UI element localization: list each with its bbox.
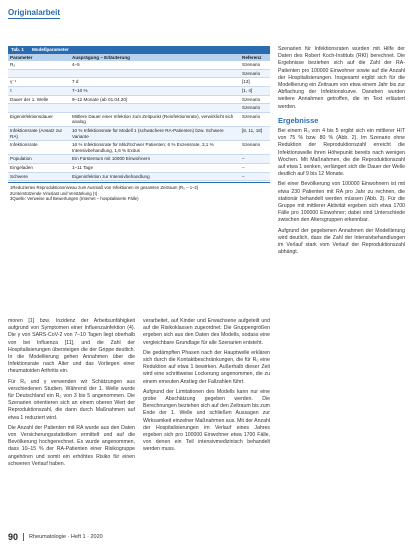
- page-number: 90: [8, 532, 19, 542]
- table-cell: –: [240, 155, 270, 164]
- table-cell: Population: [8, 155, 70, 164]
- table-cell: [8, 69, 70, 78]
- table-footnote: 2Unterstützende Viruslast und Verstärkung (τ): [10, 190, 98, 196]
- table-title-bar: [8, 46, 270, 54]
- body-paragraph: Für R₀ und γ verwenden wir Schätzungen aus verschiedenen Studien. Während der 1. Welle wurde für Deutschland ein R₀ von 3 bis 5 angenommen. Die Szenarien orientieren sich an einem oberen Wert der Reproduktionszahl, die dann durch Maßnahmen auf etwa 1 reduziert wird.: [8, 378, 135, 421]
- table-cell: Schwere: [8, 172, 70, 181]
- table-row: [8, 112, 270, 126]
- table-cell: Eigeninfektion zur Intensivbehandlung: [70, 172, 240, 181]
- table-cell: Mittlere Dauer einer Infektion zum Zeitpunkt (Reinfektionsrate), verwirklicht sich analog: [70, 112, 240, 126]
- body-paragraph: Aufgrund der Limitationen des Modells kann nur eine grobe Abschätzung gegeben werden. Die Berechnungen beziehen sich auf den Zeitraum bis zum Ende der 1. Welle und schließen Aussagen zur Wirksamkeit einzelner Maßnahmen aus. Mit der Anzahl der Hospitalisierungen im Verlauf eines Jahres ergeben sich pro 100000 Einwohner etwa 1700 Fälle, von denen ein Teil intensivmedizinisch behandelt werden muss.: [143, 388, 270, 453]
- table-cell: 4–5: [70, 61, 240, 69]
- table-cell: Szenario: [240, 61, 270, 69]
- table-footnote: 3Quelle: Verweise auf Bewertungen (Internet – hospitalisierte Fälle): [10, 195, 139, 201]
- table-cell: Eigeninfektionsdauer: [8, 112, 70, 126]
- table-cell: [13]: [240, 78, 270, 87]
- table-row: [8, 155, 270, 164]
- table-footnote: 1Reduziertes Reproduktionsniveau zum Ausmaß von Infektionen im gesamten Zeitraum (R₀ – 1–2): [10, 185, 199, 191]
- table-row: [8, 126, 270, 140]
- model-parameters-table: [8, 46, 270, 201]
- table-cell: Szenario: [240, 69, 270, 78]
- table-row: [8, 69, 270, 78]
- table-grid: [8, 54, 270, 182]
- table-cell: [70, 69, 240, 78]
- table-cell: [8, 11, 18]: [240, 126, 270, 140]
- body-paragraph: verarbeitet, auf Kinder und Erwachsene aufgeteilt und auf die Risikoklassen zugeordnet. Die Gruppengrößen ergeben sich aus den Daten des Modells, sodass eine vergleichbare Grundlage für alle Szenarien entsteht.: [143, 318, 270, 346]
- table-cell: Szenario: [240, 112, 270, 126]
- table-cell: Szenario: [240, 104, 270, 113]
- table-cell: Szenario: [240, 95, 270, 104]
- table-row: [8, 104, 270, 113]
- body-paragraph: moren [1] bzw. Inzidenz der Arbeitsunfähigkeit aufgrund von Symptomen einer Influenzainfektion (4). Die γ von SARS-CoV-2 von 7–10 Tagen liegt oberhalb von bei Influenza [11], und die Zahl der Hospitalisierungen übersteigen die der Grippe deutlich. In die Modellierung gehen Annahmen über die Infektionsrate nach Alter und das Vorliegen einer rheumatoiden Arthritis ein.: [8, 318, 135, 375]
- table-row: [8, 141, 270, 155]
- table-cell: [8, 104, 70, 113]
- table-cell: Infektionsrate (Ansatz zur RA): [8, 126, 70, 140]
- left-column: [8, 318, 135, 471]
- table-cell: 1–11 Tage: [70, 163, 240, 172]
- results-heading: Ergebnisse: [278, 115, 319, 125]
- table-cell: [1, 4]: [240, 86, 270, 95]
- section-tag: Originalarbeit: [8, 8, 61, 17]
- right-column: [278, 46, 405, 259]
- table-cell: Eingeladen: [8, 163, 70, 172]
- column-header: Parameter: [8, 54, 70, 62]
- table-cell: Infektionsrate: [8, 141, 70, 155]
- table-row: [8, 163, 270, 172]
- table-cell: Dauer der 1. Welle: [8, 95, 70, 104]
- body-paragraph: Bei einem R₀ von 4 bis 5 ergibt sich ein mittlerer HIT von 75 % bzw. 80 % (Abb. 2). Im Szenario ohne Reduktion der Reproduktionszahl erreicht die Infektionswelle ihren Höhepunkt bereits nach wenigen Wochen. Mit Maßnahmen, die die Reproduktionszahl auf etwa 1 senken, verlängert sich die Dauer der Welle deutlich auf 9 bis 12 Monate.: [278, 128, 405, 178]
- table-cell: [70, 104, 240, 113]
- page-footer: [8, 532, 103, 542]
- table-cell: Ein Fürstentum mit 10000 Einwohnern: [70, 155, 240, 164]
- footer-divider: [23, 533, 24, 541]
- table-cell: 16 % Infektionsrate für Mild/Schwer Patienten; 6 % Exzessrate, 3,1 % Intensivbehandlung, 1,6 % Exitus: [70, 141, 240, 155]
- table-title: Modellparameter: [31, 47, 69, 52]
- column-header: Referenz: [240, 54, 270, 62]
- body-paragraph: Aufgrund der gegebenen Annahmen der Modellierung wird deutlich, dass die Zahl der Intensivbehandlungen im Verlauf stark vom Verlauf der Reproduktionszahl abhängt.: [278, 227, 405, 256]
- table-cell: 10 % Infektionsrate für Modell 1 (schwächere RA-Patienten) bzw. Schwere Variante: [70, 126, 240, 140]
- table-header-row: [8, 54, 270, 62]
- table-cell: τ: [8, 86, 70, 95]
- table-body: [8, 61, 270, 180]
- middle-column: [143, 318, 270, 457]
- table-row: [8, 172, 270, 181]
- table-row: [8, 86, 270, 95]
- body-paragraph: Szenarien für Infektionsraten wurden mit Hilfe der Daten des Robert Koch-Instituts (RKI) berechnet. Die Ergebnisse beziehen sich auf die Zahl der RA-Patienten pro 100000 Einwohner sowie auf die Anzahl der Hospitalisierungen. Insgesamt ergibt sich für die Modellierung ein Zeitraum von etwa einem Jahr bis zur Abflachung der Infektionskurve. Daneben wurden weitere Annahmen getroffen, die im Text erläutert werden.: [278, 46, 405, 110]
- column-header: Ausprägung – Erläuterung: [70, 54, 240, 62]
- table-cell: R₀: [8, 61, 70, 69]
- table-footnotes: [8, 182, 270, 201]
- journal-name: Rheumatologie · Heft 1 · 2020: [29, 534, 103, 540]
- table-cell: 7–10 %: [70, 86, 240, 95]
- table-row: [8, 61, 270, 69]
- table-cell: –: [240, 163, 270, 172]
- table-cell: Szenario: [240, 141, 270, 155]
- body-paragraph: Die Anzahl der Patienten mit RA wurde aus den Daten von Versicherungsstatistiken ermittelt und auf die Bevölkerung hochgerechnet. Es wurde angenommen, dass 10–15 % der RA-Patienten einer Risikogruppe angehören und somit ein erhöhtes Risiko für einen schweren Verlauf haben.: [8, 424, 135, 467]
- table-cell: –: [240, 172, 270, 181]
- table-cell: γ⁻¹: [8, 78, 70, 87]
- table-row: [8, 78, 270, 87]
- table-cell: 7 d: [70, 78, 240, 87]
- table-number: Tab. 1: [11, 47, 24, 52]
- table-cell: 9–12 Monate (ab 01.04.20): [70, 95, 240, 104]
- table-row: [8, 95, 270, 104]
- body-paragraph: Die gedämpften Phasen nach der Hauptwelle erklären sich durch die Kontaktbeschränkungen, die für R₀ eine Reduktion auf etwa 1 bewirken. Außerhalb dieser Zeit wird eine schrittweise Lockerung angenommen, die zu einem erneuten Anstieg der Fallzahlen führt.: [143, 349, 270, 385]
- body-paragraph: Bei einer Bevölkerung von 100000 Einwohnern ist mit etwa 230 Patienten mit RA pro Jahr zu rechnen, die stationär behandelt werden müssen (Abb. 3). Für die Gruppe mit mittlerer Aktivität ergeben sich etwa 1700 Fälle pro 100000 Einwohner; dabei sind Unterschiede zwischen den Altersgruppen erkennbar.: [278, 181, 405, 224]
